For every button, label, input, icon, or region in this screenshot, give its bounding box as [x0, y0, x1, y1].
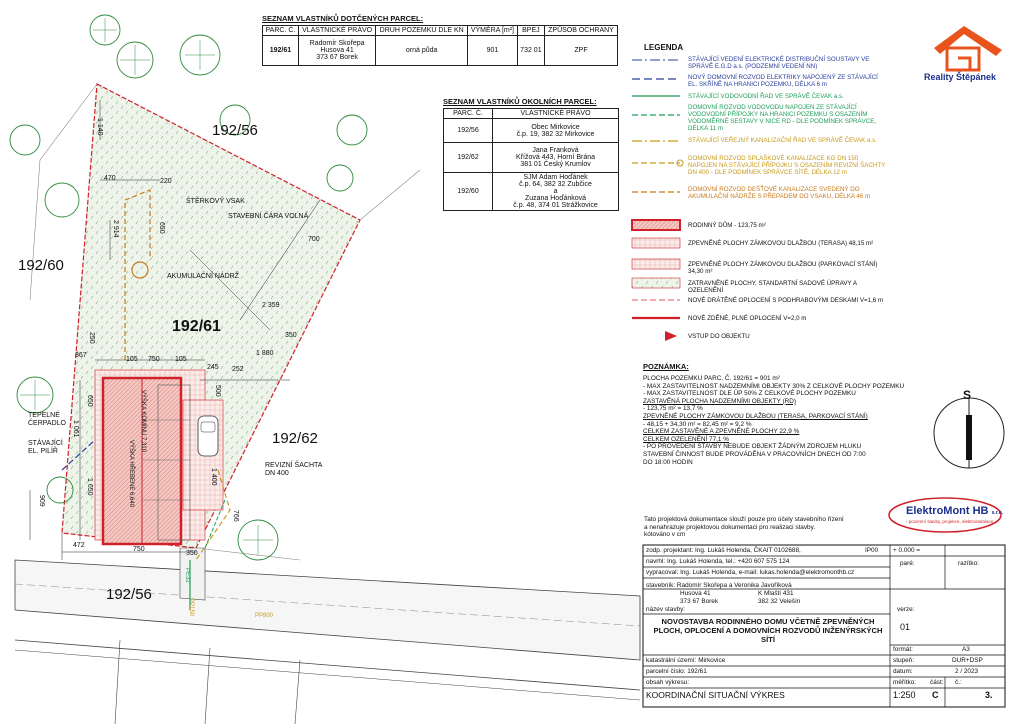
tb-inv1-b: Husova 41: [680, 590, 711, 597]
tb-inv2-c: 382 32 Velešín: [758, 598, 801, 605]
tb-razitko-label: razítko:: [958, 560, 979, 567]
tb-verze: 01: [900, 622, 911, 632]
label-sterkovy-vsak: ŠTĚRKOVÝ VSAK: [186, 198, 245, 205]
owners-cell-bpej: 732 01: [517, 36, 544, 66]
tb-navrhl: navrhl: Ing. Lukáš Holenda, tel.: +420 607 575 124: [646, 558, 790, 565]
tb-inv1-c: 373 67 Borek: [680, 598, 719, 605]
owner-line: Husova 41: [320, 47, 354, 54]
brand-name: Reality Štěpánek: [924, 72, 997, 82]
dim: 105: [126, 356, 138, 363]
legend-item: NOVÉ ZDĚNÉ, PLNÉ OPLOCENÍ V=2,0 m: [688, 315, 807, 322]
dim: 650: [86, 395, 93, 407]
owners-cell-area: 901: [468, 36, 518, 66]
neighbours-table-title: SEZNAM VLASTNÍKŮ OKOLNÍCH PARCEL:: [443, 97, 597, 106]
legend-item: NOVÉ DRÁTĚNÉ OPLOCENÍ S PODHRABOVÝMI DESKAMI V=1,6 m: [688, 297, 884, 304]
legend-item: DOMOVNÍ ROZVOD SPLAŠKOVÉ KANALIZACE KG DN 150 NAPOJEN NA STÁVAJÍCÍ PŘÍPOJKU S OSAZENÍM REVIZNÍ ŠACHTY DN 400 - DLE PODMÍNEK SPRÁVCE SÍTĚ, DÉLKA 12 m: [688, 155, 886, 176]
legend-item: ZATRAVNĚNÉ PLOCHY, STANDARTNÍ SADOVÉ ÚPRAVY A OZELENĚNÍ: [688, 280, 857, 294]
owner-line: 373 67 Borek: [316, 54, 358, 61]
parcel-label-main: 192/61: [172, 318, 221, 335]
neighbour-parcel: 192/60: [444, 173, 493, 211]
owner-line: Zuzana Hoďánková: [524, 195, 587, 202]
tb-nazev: NOVOSTAVBA RODINNÉHO DOMU VČETNĚ ZPEVNĚNÝCH PLOCH, OPLOCENÍ A DOMOVNÍCH ROZVODŮ INŽENÝRSKÝCH SÍTÍ: [653, 617, 883, 644]
parcel-label-north: 192/56: [212, 122, 258, 139]
tb-meritko: 1:250: [893, 690, 916, 700]
dim: 2 359: [262, 302, 280, 309]
tb-projektant: zodp. projektant: Ing. Lukáš Holenda, ČKAIT 0102688,: [646, 547, 801, 554]
tb-format-label: formát:: [893, 646, 913, 653]
legend-item: STÁVAJÍCÍ VEŘEJNÝ KANALIZAČNÍ ŘAD VE SPRÁVĚ ČEVAK a.s.: [688, 137, 877, 144]
legend-item: ZPEVNĚNÉ PLOCHY ZÁMKOVOU DLAŽBOU (PARKOVACÍ STÁNÍ) 34,30 m²: [688, 261, 878, 275]
neighbours-col-owner: VLASTNICKÉ PRÁVO: [493, 109, 619, 119]
company-suffix: s.r.o.: [991, 510, 1004, 516]
tb-stupen: DUR+DSP: [952, 657, 983, 664]
owners-col-owner: VLASTNICKÉ PRÁVO: [298, 26, 375, 36]
label-stavajici: STÁVAJÍCÍ: [28, 440, 63, 447]
neighbour-owner: [493, 173, 619, 211]
owner-line: Křížová 443, Horní Brána: [516, 154, 596, 161]
dim: 1 061: [72, 420, 79, 438]
note-line: DO 18:00 HODIN: [643, 458, 693, 466]
owners-col-protection: ZPŮSOB OCHRANY: [545, 26, 618, 36]
owners-table-title: SEZNAM VLASTNÍKŮ DOTČENÝCH PARCEL:: [262, 14, 424, 23]
dim: 252: [232, 366, 244, 373]
road: [15, 560, 640, 660]
tb-nazev-label: název stavby:: [646, 606, 686, 613]
label-akumulacni: AKUMULAČNÍ NÁDRŽ: [167, 273, 239, 280]
note-line: PLOCHA POZEMKU PARC. Č. 192/61 = 901 m²: [643, 375, 780, 382]
label-pp800: PP800: [255, 613, 274, 619]
parcel-label-west: 192/60: [18, 257, 64, 274]
tb-stupen-label: stupeň:: [893, 657, 914, 664]
owners-cell-type: orná půda: [376, 36, 468, 66]
neighbour-owner: [493, 143, 619, 173]
owner-line: Radomír Skořepa: [309, 40, 365, 47]
dim: 766: [232, 510, 239, 522]
owners-table: [262, 25, 618, 66]
tb-stavebnik-label: stavebník:: [646, 582, 676, 589]
owner-line: Jana Franková: [532, 147, 579, 154]
dim: 250: [88, 332, 95, 344]
dim: 909: [38, 495, 45, 507]
dim: 750: [148, 356, 160, 363]
neighbours-col-parcel: PARC. Č.: [444, 109, 493, 119]
disclaimer-line: Tato projektová dokumentace slouží pouze pro účely stavebního řízení: [644, 516, 844, 523]
tb-cislo: 3.: [985, 690, 993, 700]
note-line: - MAX ZASTAVITELNOST DLE ÚP 50% Z CELKOVÉ PLOCHY POZEMKU: [643, 390, 856, 398]
dim: 470: [104, 175, 116, 182]
owner-line: č.p. 48, 374 01 Strážkovice: [513, 202, 598, 209]
note-line: - PO PROVEDENÍ STAVBY NEBUDE OBJEKT ŽÁDNÝM ZDROJEM HLUKU: [643, 443, 862, 451]
tb-verze-label: verze:: [897, 606, 915, 613]
notes-body: [643, 375, 943, 466]
note-line: - 123,75 m² = 13,7 %: [643, 405, 703, 413]
tb-format: A3: [962, 646, 970, 653]
dim: 1 400: [210, 468, 217, 486]
tb-datum: 2 / 2023: [955, 668, 979, 675]
label-cerpadlo: ČERPADLO: [28, 420, 66, 427]
dim: 367: [75, 352, 87, 359]
note-line: ZPEVNĚNÉ PLOCHY ZÁMKOVOU DLAŽBOU (TERASA, PARKOVACÍ STÁNÍ): [643, 412, 868, 420]
owner-line: č.p. 19, 382 32 Mirkovice: [516, 130, 595, 138]
legend-item: ZPEVNĚNÉ PLOCHY ZÁMKOVOU DLAŽBOU (TERASA) 48,15 m²: [688, 240, 874, 247]
owner-line: a: [553, 188, 558, 195]
legend-title: LEGENDA: [644, 43, 684, 52]
owners-col-parcel: PARC. Č.: [263, 26, 299, 36]
company-tag: - pozemní stavby, projekce, elektroinstalace: [906, 519, 994, 524]
label-vyska-hrebene: VÝŠKA HŘEBENE 6,640: [128, 440, 134, 508]
disclaimer-line: a nenahrazuje projektovou dokumentaci pro realizaci stavby.: [644, 523, 816, 531]
legend-item: VSTUP DO OBJEKTU: [688, 333, 750, 340]
owners-cell-protection: ZPF: [545, 36, 618, 66]
note-line: - MAX ZASTAVITELNOST NADZEMNÍMI OBJEKTY 30% Z CELKOVÉ PLOCHY POZEMKU: [643, 382, 905, 390]
note-line: CELKEM OZELENĚNÍ 77,1 %: [643, 435, 729, 443]
tb-ip: IP00: [865, 547, 879, 554]
owner-line: č.p. 64, 382 32 Zubčice: [519, 181, 592, 188]
label-el-pilir: EL. PILÍŘ: [28, 448, 58, 455]
tb-vypracoval: vypracoval: Ing. Lukáš Holenda, e-mail: lukas.holenda@elektromonthb.cz: [646, 569, 855, 576]
dim: 220: [160, 178, 172, 185]
legend-item: STÁVAJÍCÍ VODOVODNÍ ŘAD VE SPRÁVĚ ČEVAK a.s.: [688, 93, 844, 100]
dim: 1 880: [256, 350, 274, 357]
disclaimer-line: kótováno v cm: [644, 531, 686, 539]
label-stavebni-cara: STAVEBNÍ ČÁRA VOLNÁ: [228, 213, 309, 220]
dim: 1 140: [96, 118, 103, 136]
notes-title: POZNÁMKA:: [643, 362, 689, 371]
tb-investor: Radomír Skořepa a Veronika Javoříková: [676, 582, 792, 589]
tb-obsah-label: obsah výkresu:: [646, 679, 689, 686]
owners-cell-owner: [298, 36, 375, 66]
tb-cislo-label: č.:: [955, 679, 962, 686]
dim: 650: [158, 222, 165, 234]
owners-col-type: DRUH POZEMKU DLE KN: [376, 26, 468, 36]
parcel-label-east: 192/62: [272, 430, 318, 447]
company-name: [906, 505, 1003, 517]
note-line: - 48,15 + 34,30 m² = 82,45 m² = 9,2 %: [643, 420, 752, 428]
dim: 350: [285, 332, 297, 339]
label-tepelne: TEPELNÉ: [28, 412, 60, 419]
legend-item: DOMOVNÍ ROZVOD VODOVODU NAPOJEN ZE STÁVAJÍCÍ VODOVODNÍ PŘÍPOJKY NA HRANICI POZEMKU S OSAZENÍM VODOMĚRNÉ SESTAVY V NICE RD - DLE PODMÍNEK SPRÁVCE, DÉLKA 11 m: [688, 104, 877, 132]
note-line: ZASTAVĚNÁ PLOCHA NADZEMNÍMI OBJEKTY (RD): [643, 397, 797, 405]
legend-item: NOVÝ DOMOVNÍ ROZVOD ELEKTRIKY NAPOJENÝ ZE STÁVAJÍCÍ EL. SKŘÍNĚ NA HRANICI POZEMKU, DÉLKA 6 m: [688, 74, 878, 88]
tb-elevation: + 0.000 =: [893, 547, 921, 554]
dim: 350: [186, 550, 198, 557]
dim: 105: [175, 356, 187, 363]
label-vyska-kominu: VÝŠKA KOMÍNU 7,310: [140, 390, 146, 453]
tb-katastr: katastrální území: Mirkovice: [646, 657, 726, 664]
tb-cast: C: [932, 690, 939, 700]
label-dn400: DN 400: [265, 470, 289, 477]
owners-cell-parcel: 192/61: [263, 36, 299, 66]
tb-stavebnik: [646, 582, 886, 589]
dim: 700: [308, 236, 320, 243]
dim: 2 914: [112, 220, 119, 238]
neighbour-parcel: 192/56: [444, 119, 493, 143]
label-pe32: PE32: [184, 568, 190, 583]
dim: 245: [207, 364, 219, 371]
owners-col-bpej: BPEJ: [517, 26, 544, 36]
tb-meritko-label: měřítko:: [893, 679, 917, 686]
label-revizni: REVIZNÍ ŠACHTA: [265, 462, 323, 469]
dim: 1 650: [86, 478, 93, 496]
neighbours-table: [443, 108, 619, 211]
dim: 472: [73, 542, 85, 549]
owner-line: SJM Adam Hoďánek: [523, 174, 588, 181]
owner-line: 381 01 Český Krumlov: [520, 161, 591, 168]
neighbour-parcel: 192/62: [444, 143, 493, 173]
owner-line: Obec Mirkovice: [531, 123, 580, 131]
parcel-label-south: 192/56: [106, 586, 152, 603]
dim: 750: [133, 546, 145, 553]
tb-cast-label: část:: [930, 679, 944, 686]
dim: 500: [214, 385, 221, 397]
note-line: STAVEBNÍ ČINNOST BUDE PROVÁDĚNA V PRACOVNÍCH DNECH OD 7:00: [643, 450, 866, 458]
tb-obsah: KOORDINAČNÍ SITUAČNÍ VÝKRES: [646, 690, 785, 700]
disclaimer: [644, 516, 844, 539]
label-pp150: PP150: [188, 598, 194, 617]
company-name-text: ElektroMont HB: [906, 505, 989, 517]
owners-col-area: VÝMĚRA [m²]: [468, 26, 518, 36]
neighbour-owner: [493, 119, 619, 143]
brand-logo-roof: [934, 26, 1002, 56]
legend-item: DOMOVNÍ ROZVOD DEŠŤOVÉ KANALIZACE SVEDENÝ DO AKUMULAČNÍ NÁDRŽE S PŘEPADEM DO VSAKU, DÉLKA 46 m: [688, 186, 871, 200]
north-label: S: [963, 388, 972, 402]
tb-datum-label: datum:: [893, 668, 913, 675]
legend-item: STÁVAJÍCÍ VEDENÍ ELEKTRICKÉ DISTRIBUČNÍ SOUSTAVY VE SPRÁVĚ E.G.D a.s. (PODZEMNÍ VEDENÍ NN): [688, 56, 870, 70]
tb-parcela: parcelní číslo: 192/61: [646, 668, 707, 675]
legend-item: RODINNÝ DŮM - 123,75 m²: [688, 222, 766, 229]
note-line: CELKEM ZASTAVĚNÉ A ZPEVNĚNÉ PLOCHY 22,9 %: [643, 428, 800, 436]
tb-pare-label: paré:: [900, 560, 915, 567]
tb-inv2-b: K Mlaští 431: [758, 590, 794, 597]
